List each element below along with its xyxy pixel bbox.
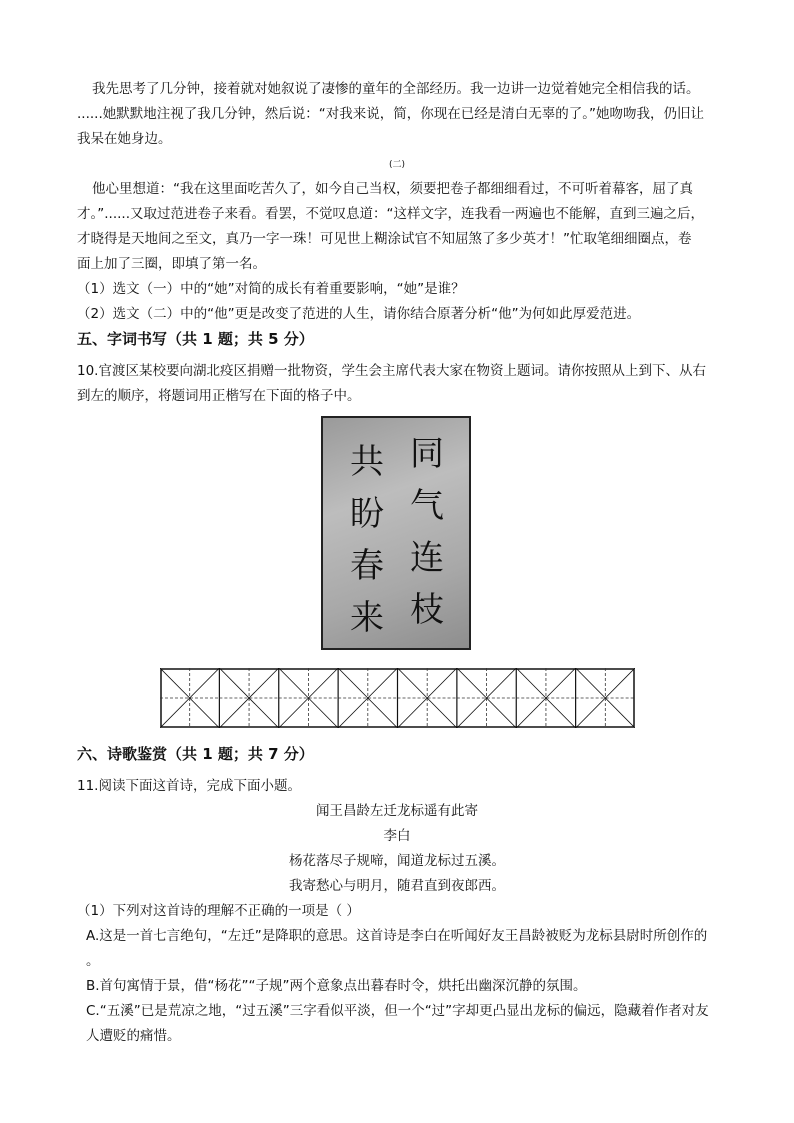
q9-sub2: （2）选文（二）中的“他”更是改变了范进的人生，请你结合原著分析“他”为何如此厚爱范进。	[77, 306, 641, 322]
calligraphy-left-column	[347, 436, 387, 644]
grid-cell[interactable]	[338, 668, 397, 728]
calligraphy-photo	[321, 416, 471, 650]
poem-title: 闻王昌龄左迁龙标遥有此寄	[316, 803, 478, 819]
passage1-line2: ......她默默地注视了我几分钟，然后说：“对我来说，简，你现在已经是清白无辜的了。”她吻吻我，仍旧让	[77, 106, 704, 122]
grid-cell[interactable]	[516, 668, 575, 728]
passage2-line2: 才。”......又取过范进卷子来看。看罢，不觉叹息道：“这样文字，连我看一两遍也不能解，直到三遍之后，	[77, 206, 704, 222]
grid-cell[interactable]	[160, 668, 219, 728]
q9-sub1: （1）选文（一）中的“她”对简的成长有着重要影响，“她”是谁？	[77, 281, 465, 297]
section5-heading: 五、字词书写（共 1 题；共 5 分）	[77, 330, 314, 348]
grid-cell[interactable]	[576, 668, 635, 728]
option-c-line1: C.“五溪”已是荒凉之地，“过五溪”三字看似平淡，但一个“过”字却更凸显出龙标的偏远，隐藏着作者对友	[86, 1003, 709, 1019]
passage2-marker: (二)	[388, 160, 406, 170]
poem-author: 李白	[383, 828, 411, 844]
grid-cell[interactable]	[279, 668, 338, 728]
calligraphy-char: 共	[350, 442, 384, 482]
passage2-line1: 他心里想道：“我在这里面吃苦久了，如今自己当权，须要把卷子都细细看过，不可听着幕客，屈了真	[92, 181, 693, 197]
passage2-line3: 才晓得是天地间之至文，真乃一字一珠！可见世上糊涂试官不知屈煞了多少英才！”忙取笔细细圈点，卷	[77, 231, 692, 247]
option-b: B.首句寓情于景，借“杨花”“子规”两个意象点出暮春时令，烘托出幽深沉静的氛围。	[86, 978, 587, 994]
grid-cell[interactable]	[219, 668, 278, 728]
option-a-line1: A.这是一首七言绝句，“左迁”是降职的意思。这首诗是李白在听闻好友王昌龄被贬为龙标县尉时所创作的	[86, 928, 708, 944]
calligraphy-right-column	[407, 428, 447, 636]
calligraphy-char: 连	[410, 538, 444, 578]
calligraphy-char: 气	[410, 486, 444, 526]
q11-sub1: （1）下列对这首诗的理解不正确的一项是（ ）	[77, 903, 360, 919]
grid-cell[interactable]	[398, 668, 457, 728]
passage1-line1: 我先思考了几分钟，接着就对她叙说了凄惨的童年的全部经历。我一边讲一边觉着她完全相信我的话。	[92, 81, 700, 97]
option-a-line2: 。	[86, 953, 100, 969]
writing-grid[interactable]	[160, 668, 635, 728]
q10-line1: 10.官渡区某校要向湖北疫区捐赠一批物资，学生会主席代表大家在物资上题词。请你按照从上到下、从右	[77, 363, 706, 379]
grid-cell[interactable]	[457, 668, 516, 728]
poem-line1: 杨花落尽子规啼，闻道龙标过五溪。	[289, 853, 505, 869]
calligraphy-char: 同	[410, 434, 444, 474]
passage2-line4: 面上加了三圈，即填了第一名。	[77, 256, 266, 272]
calligraphy-char: 来	[350, 598, 384, 638]
calligraphy-char: 盼	[350, 494, 384, 534]
q11-intro: 11.阅读下面这首诗，完成下面小题。	[77, 778, 301, 794]
option-c-line2: 人遭贬的痛惜。	[86, 1028, 181, 1044]
section6-heading: 六、诗歌鉴赏（共 1 题；共 7 分）	[77, 745, 314, 763]
calligraphy-char: 春	[350, 546, 384, 586]
calligraphy-char: 枝	[410, 590, 444, 630]
q10-line2: 到左的顺序，将题词用正楷写在下面的格子中。	[77, 388, 361, 404]
poem-line2: 我寄愁心与明月，随君直到夜郎西。	[289, 878, 505, 894]
passage1-line3: 我呆在她身边。	[77, 131, 172, 147]
